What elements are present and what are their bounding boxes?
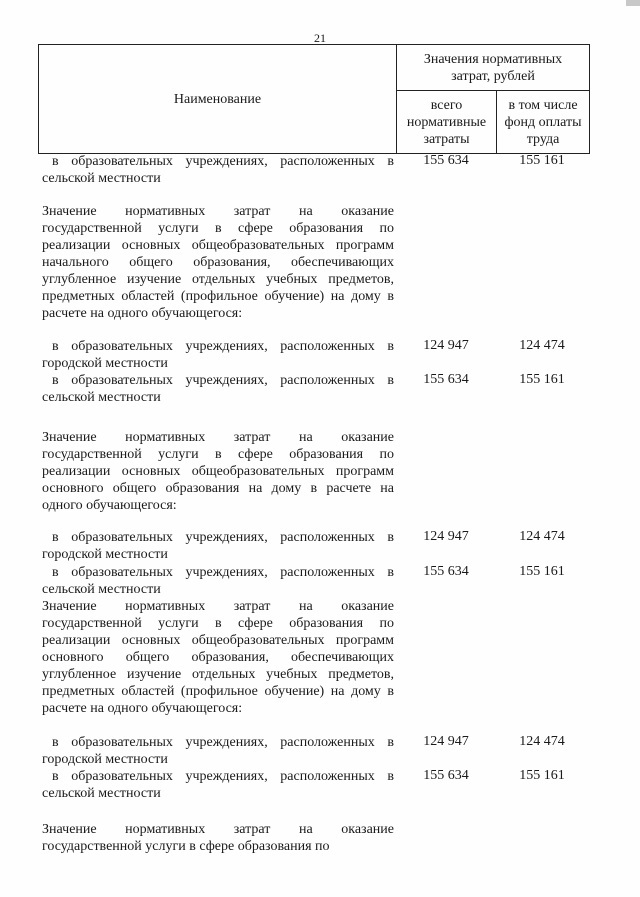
row-wage-value: 155 161 [519,372,565,387]
section-heading-text: Значение нормативных затрат на оказание государственной услуги в сфере образования по реализации основных общеобразовательных программ основного общего образования, обеспечивающих углубленное изучение отдельных учебных предметов, предметных областей (профильное обучение) на дому в расчете на одного обучающегося: [42,599,394,716]
section-heading-text: Значение нормативных затрат на оказание государственной услуги в сфере образования по [42,822,394,854]
row-wage-value: 155 161 [519,153,565,168]
row-total-value: 155 634 [423,153,469,168]
row-text: в образовательных учреждениях, расположенных в сельской местности [42,769,394,801]
table-header [38,44,590,154]
row-total-value: 155 634 [423,768,469,783]
row-wage-value: 124 474 [519,338,565,353]
row-wage-value: 155 161 [519,768,565,783]
row-total-value: 155 634 [423,564,469,579]
row-total-value: 155 634 [423,372,469,387]
header-wage-column: в том числе фонд оплаты труда [504,97,582,147]
scan-corner-mark [626,0,640,6]
section-heading-text: Значение нормативных затрат на оказание государственной услуги в сфере образования по реализации основных общеобразовательных программ начального общего образования, обеспечивающих углубленное изучение отдельных учебных предметов, предметных областей (профильное обучение) на дому в расчете на одного обучающегося: [42,204,394,321]
row-text: в образовательных учреждениях, расположенных в сельской местности [42,373,394,405]
header-name-column: Наименование [173,91,262,107]
row-wage-value: 124 474 [519,529,565,544]
section-heading-text: Значение нормативных затрат на оказание государственной услуги в сфере образования по реализации основных общеобразовательных программ основного общего образования на дому в расчете на одного обучающегося: [42,430,394,513]
row-text: в образовательных учреждениях, расположенных в сельской местности [42,154,394,186]
header-total-column: всего нормативные затраты [406,97,487,147]
row-text: в образовательных учреждениях, расположенных в городской местности [42,339,394,371]
row-text: в образовательных учреждениях, расположенных в городской местности [42,735,394,767]
page-number: 21 [314,31,326,45]
row-wage-value: 155 161 [519,564,565,579]
row-text: в образовательных учреждениях, расположенных в городской местности [42,530,394,562]
row-total-value: 124 947 [423,338,469,353]
header-values-group: Значения нормативных затрат, рублей [423,51,563,84]
row-text: в образовательных учреждениях, расположенных в сельской местности [42,565,394,597]
row-total-value: 124 947 [423,734,469,749]
row-wage-value: 124 474 [519,734,565,749]
row-total-value: 124 947 [423,529,469,544]
